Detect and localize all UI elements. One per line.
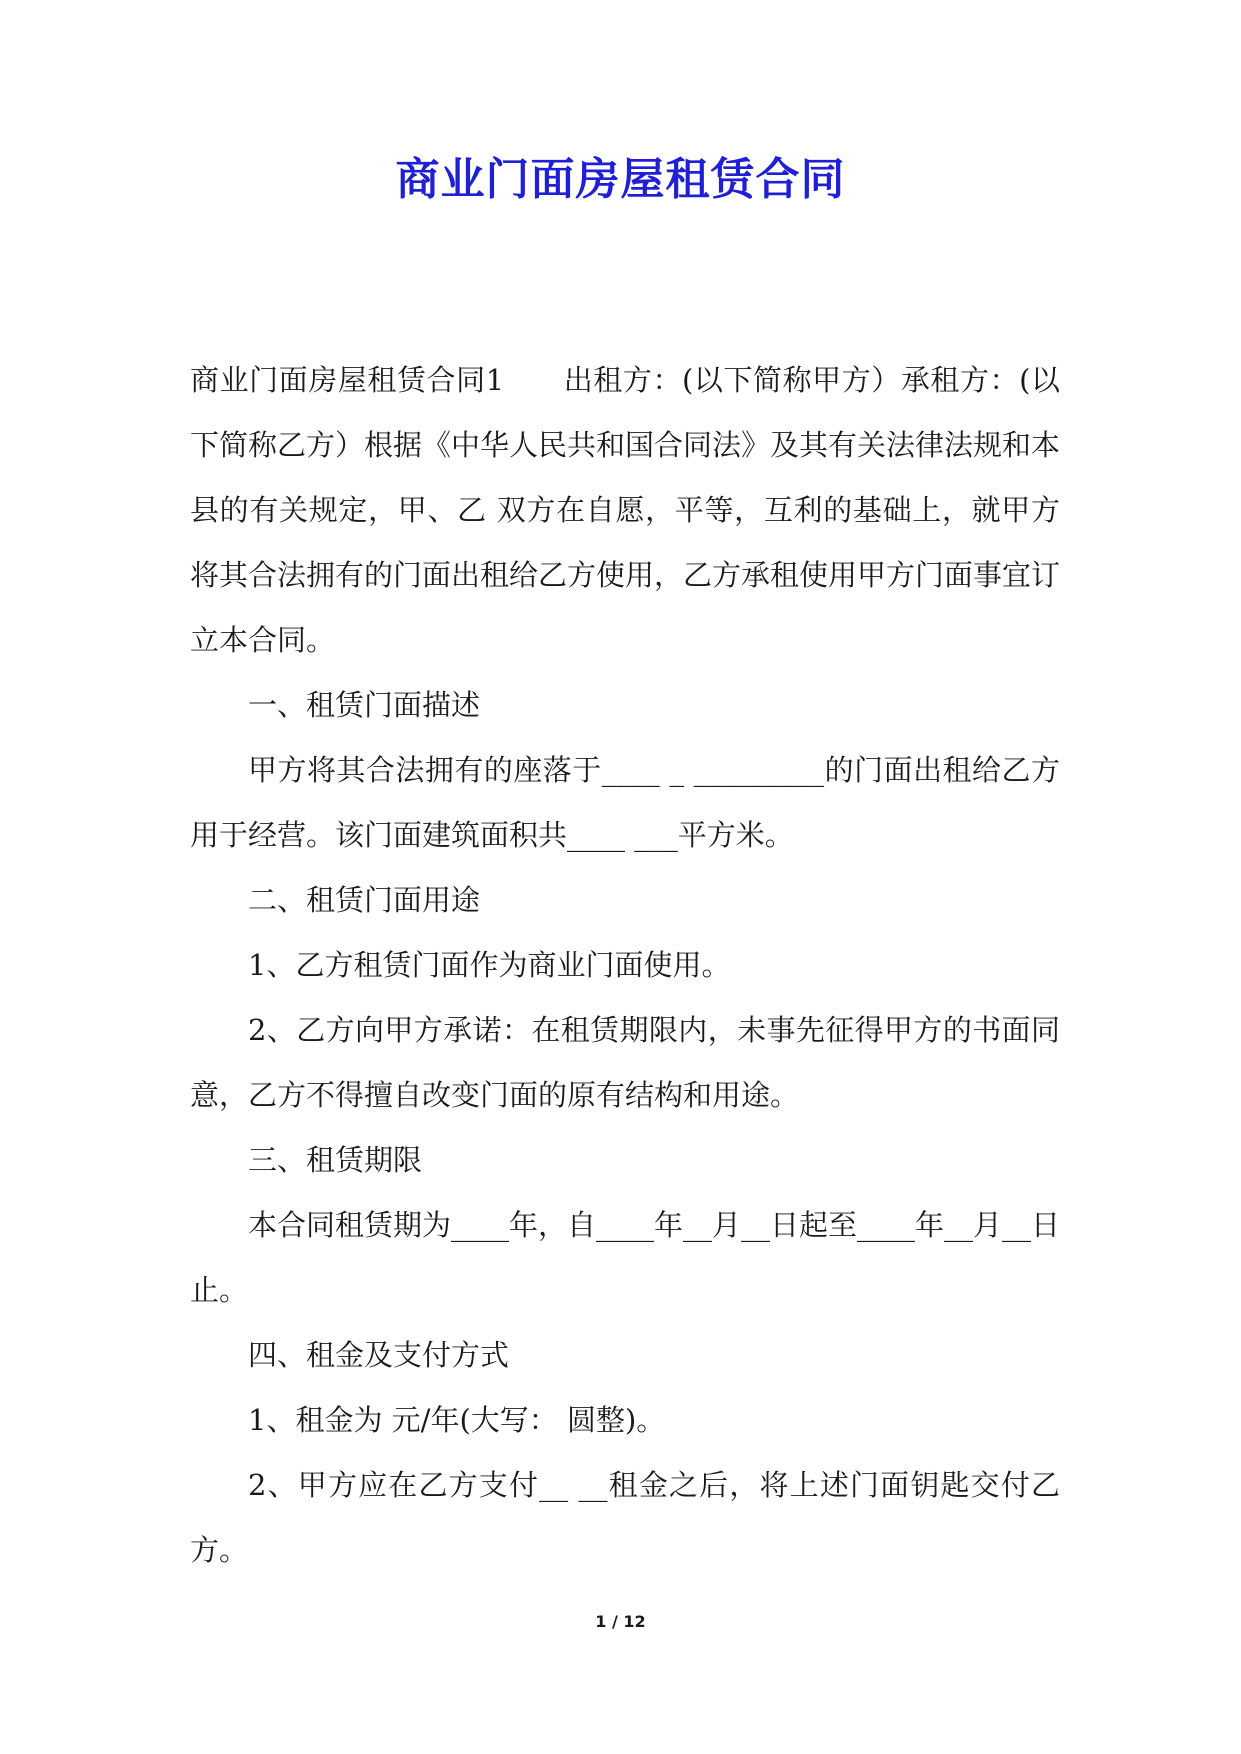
section-1-paragraph: 甲方将其合法拥有的座落于____ _ _________的门面出租给乙方用于经营。该门面建筑面积共____ ___平方米。 (190, 753, 1060, 852)
section-heading-3: 三、租赁期限 (248, 1143, 423, 1177)
section-4-clause-2: 2、甲方应在乙方支付__ __租金之后，将上述门面钥匙交付乙方。 (190, 1468, 1060, 1567)
section-heading-2: 二、租赁门面用途 (248, 883, 481, 917)
document-title: 商业门面房屋租赁合同 (395, 154, 846, 205)
section-heading-1: 一、租赁门面描述 (248, 688, 481, 722)
section-heading-4: 四、租金及支付方式 (248, 1338, 510, 1372)
section-2-clause-1: 1、乙方租赁门面作为商业门面使用。 (248, 948, 731, 982)
page-number: 1 / 12 (595, 1612, 646, 1631)
section-4-clause-1: 1、租金为 元/年(大写： 圆整)。 (248, 1403, 666, 1437)
intro-paragraph: 商业门面房屋租赁合同1 出租方：(以下简称甲方）承租方：(以下简称乙方）根据《中华人民共和国合同法》及其有关法律法规和本县的有关规定，甲、乙 双方在自愿，平等，互利的基础上，就甲方将其合法拥有的门面出租给乙方使用，乙方承租使用甲方门面事宜订立本合同。 (190, 363, 1061, 657)
section-3-paragraph: 本合同租赁期为____年，自____年__月__日起至____年__月__日止。 (190, 1208, 1061, 1307)
document-body (190, 348, 1060, 1583)
section-2-clause-2: 2、乙方向甲方承诺：在租赁期限内，未事先征得甲方的书面同意，乙方不得擅自改变门面的原有结构和用途。 (190, 1013, 1060, 1112)
